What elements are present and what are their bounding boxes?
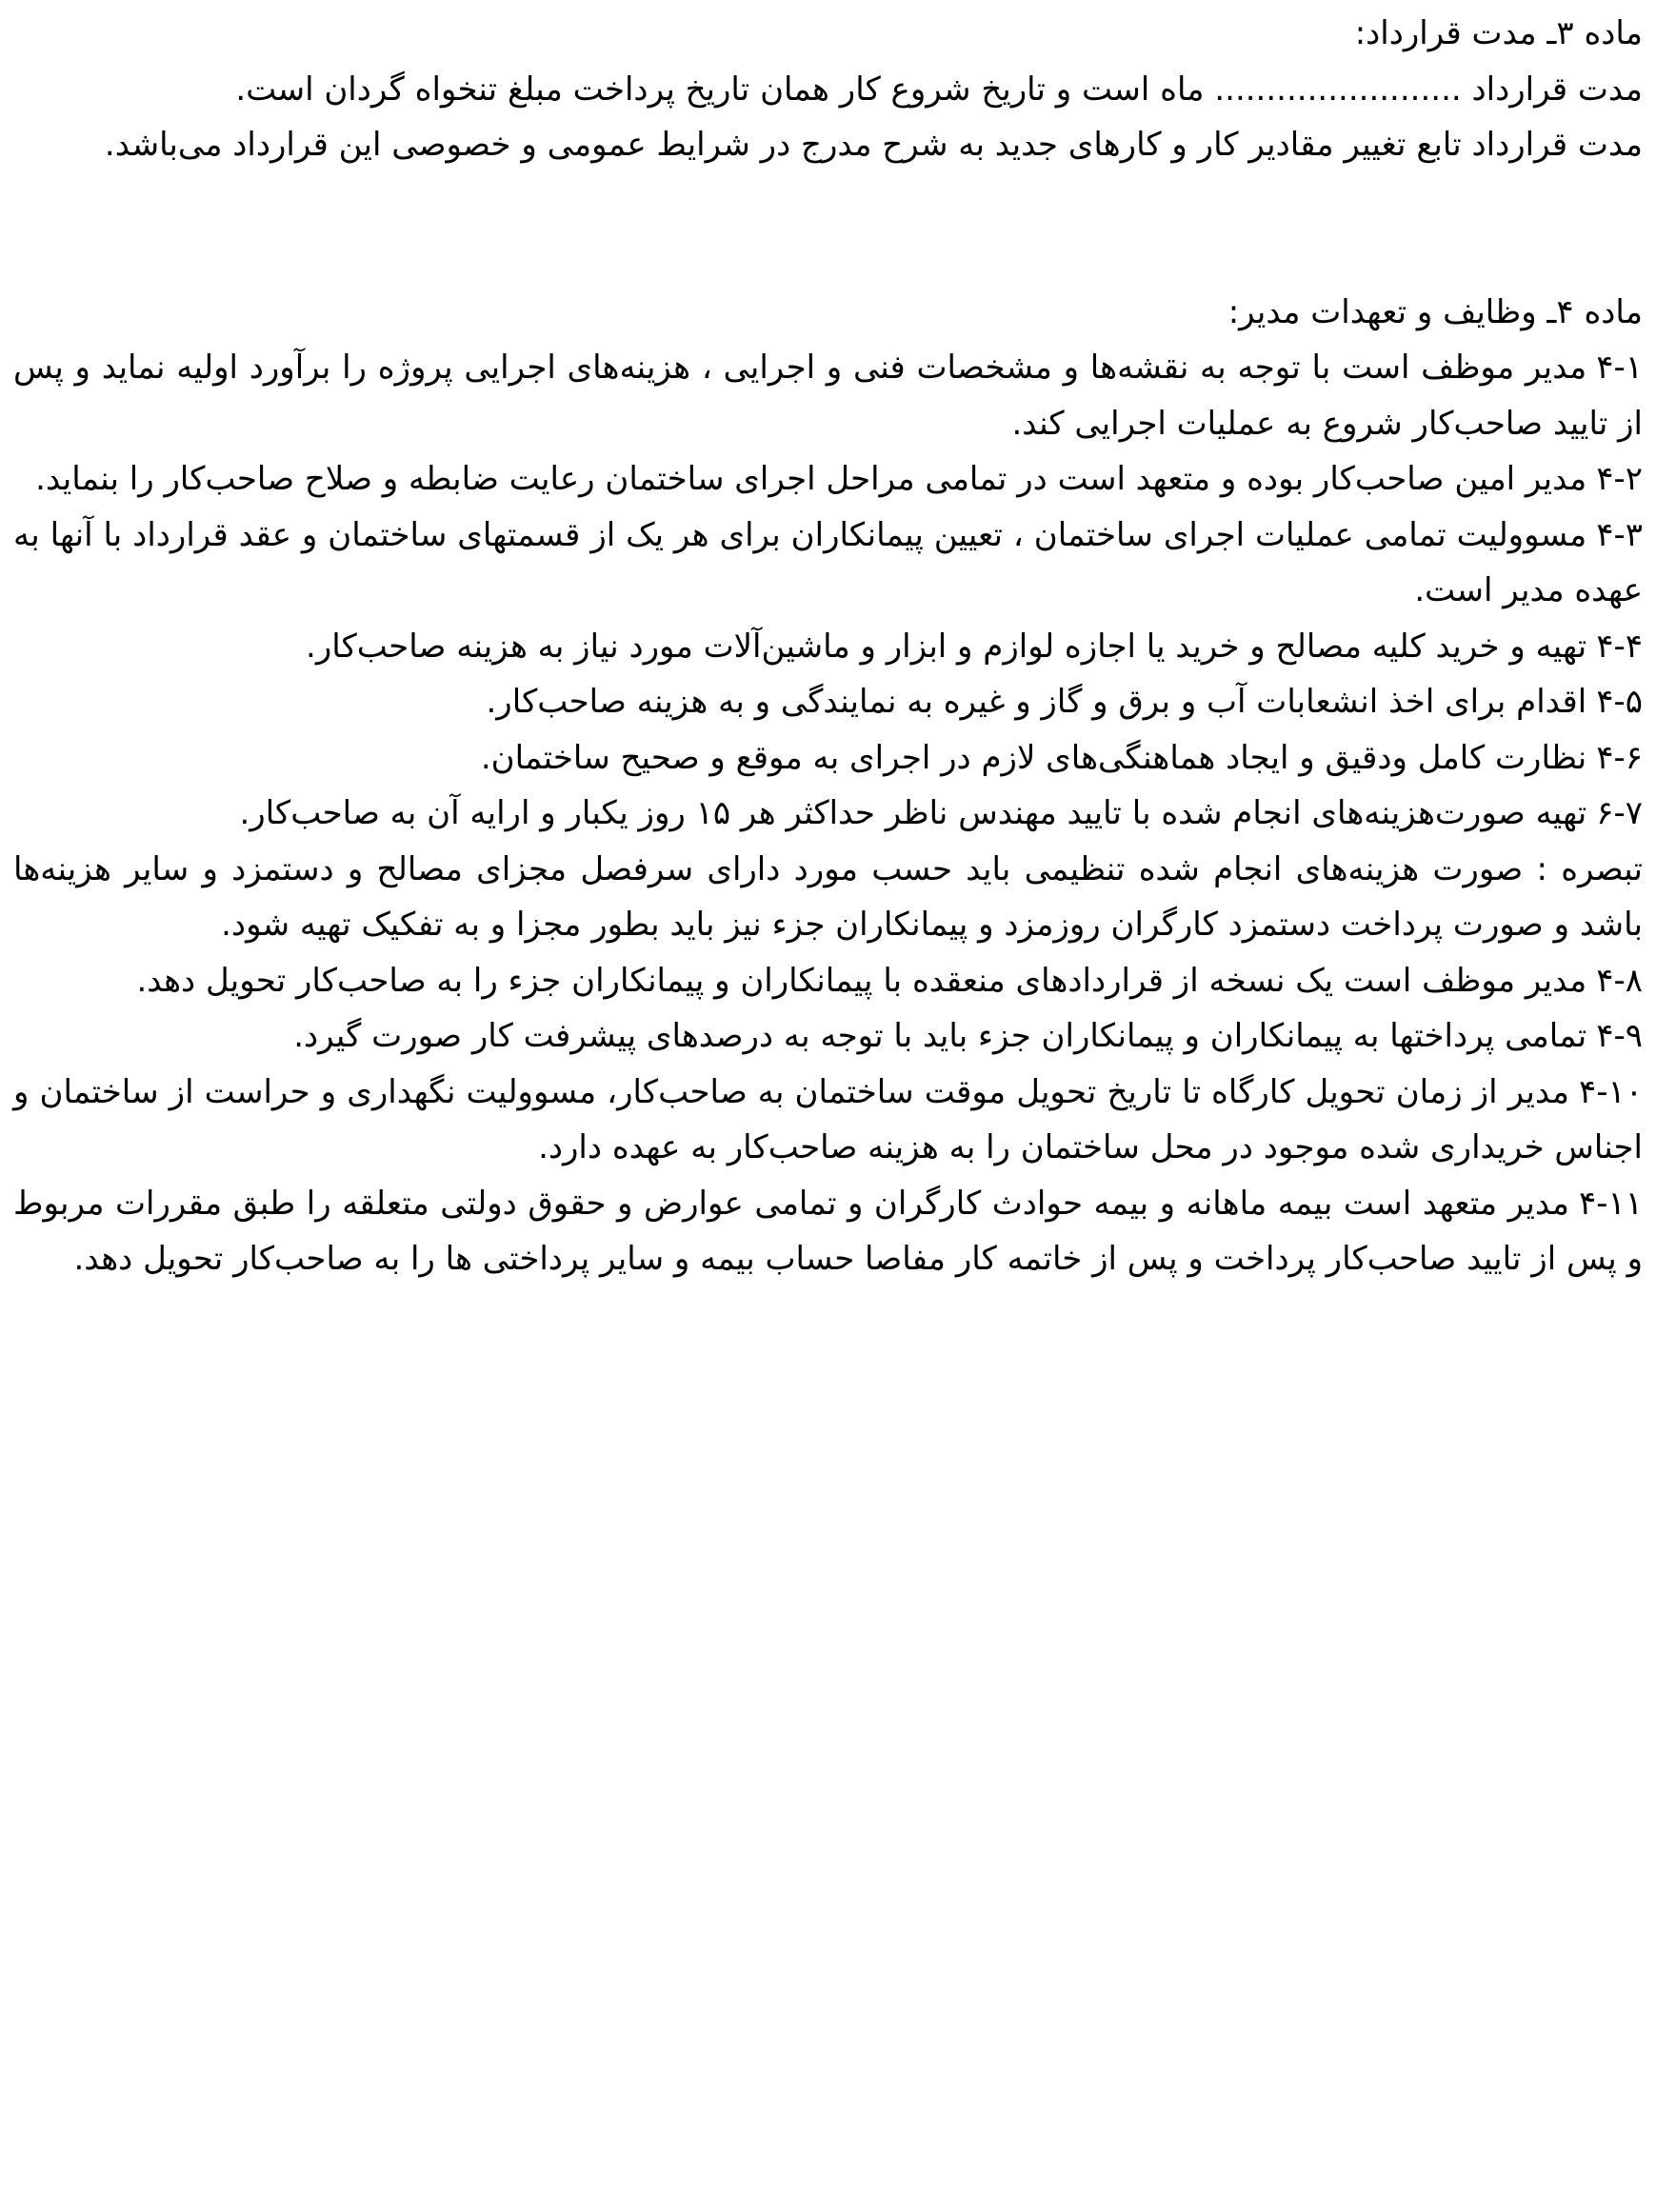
clause-number: ۴-۱۱ xyxy=(1578,1184,1643,1223)
clause-text: مدیر از زمان تحویل کارگاه تا تاریخ تحویل موقت ساختمان به صاحب‌کار، مسوولیت نگهداری و حراست از ساختمان و اجناس خریداری شده موجود در محل ساختمان را به هزینه صاحب‌کار به عهده دارد. xyxy=(13,1072,1643,1166)
clause-text: مدیر امین صاحب‌کار بوده و متعهد است در تمامی مراحل اجرای ساختمان رعایت ضابطه و صلاح صاحب‌کار را بنماید. xyxy=(35,460,1587,498)
section-3-paragraph-1: مدت قرارداد ........................ ماه است و تاریخ شروع کار همان تاریخ پرداخت مبلغ تنخواه گردان است. xyxy=(235,70,1643,109)
clause-number: ۴-۵ xyxy=(1596,683,1643,721)
clause-text: مدیر متعهد است بیمه ماهانه و بیمه حوادث کارگران و تمامی عوارض و حقوق دولتی متعلقه را طبق مقررات مربوط و پس از تایید صاحب‌کار پرداخت و پس از خاتمه کار مفاصا حساب بیمه و سایر پرداختی ها را به صاحب‌کار تحویل دهد. xyxy=(13,1184,1643,1278)
clause-text: نظارت کامل ودقیق و ایجاد هماهنگی‌های لازم در اجرای به موقع و صحیح ساختمان. xyxy=(480,738,1587,777)
clause-6-7 xyxy=(13,786,1643,842)
clause-4-2 xyxy=(13,451,1643,508)
clause-4-10 xyxy=(13,1065,1643,1176)
clause-number: ۴-۶ xyxy=(1596,738,1643,777)
clause-number: ۴-۴ xyxy=(1596,627,1643,666)
clause-4-11 xyxy=(13,1176,1643,1287)
clause-text: تهیه و خرید کلیه مصالح و خرید یا اجازه لوازم و ابزار و ماشین‌آلات مورد نیاز به هزینه صاحب‌کار. xyxy=(306,627,1587,666)
clause-4-3 xyxy=(13,508,1643,619)
clause-number: ۴-۹ xyxy=(1596,1017,1643,1055)
section-3-paragraph-2: مدت قرارداد تابع تغییر مقادیر کار و کارهای جدید به شرح مدرج در شرایط عمومی و خصوصی این قرارداد می‌باشد. xyxy=(104,126,1643,164)
clause-4-9 xyxy=(13,1008,1643,1065)
clause-text: اقدام برای اخذ انشعابات آب و برق و گاز و غیره به نمایندگی و به هزینه صاحب‌کار. xyxy=(486,683,1587,721)
clause-number: ۴-۱۰ xyxy=(1578,1072,1643,1111)
clause-4-6 xyxy=(13,730,1643,787)
clause-number: ۶-۷ xyxy=(1596,794,1643,832)
clause-number: ۴-۳ xyxy=(1596,515,1643,554)
clause-text: تمامی پرداختها به پیمانکاران و پیمانکاران جزء باید با توجه به درصدهای پیشرفت کار صورت گیرد. xyxy=(293,1017,1587,1055)
clause-number: ۴-۸ xyxy=(1596,961,1643,1000)
clause-text: مسوولیت تمامی عملیات اجرای ساختمان ، تعیین پیمانکاران برای هر یک از قسمتهای ساختمان و عقد قرارداد با آنها به عهده مدیر است. xyxy=(13,515,1643,609)
clause-4-4 xyxy=(13,619,1643,675)
clause-number: ۴-۱ xyxy=(1596,349,1643,387)
clause-text: مدیر موظف است یک نسخه از قراردادهای منعقده با پیمانکاران و پیمانکاران جزء را به صاحب‌کار تحویل دهد. xyxy=(136,961,1587,1000)
clause-text: مدیر موظف است با توجه به نقشه‌ها و مشخصات فنی و اجرایی ، هزینه‌های اجرایی پروژه را برآورد اولیه نماید و پس از تایید صاحب‌کار شروع به عملیات اجرایی کند. xyxy=(13,349,1643,443)
section-4-heading: ماده ۴ـ وظایف و تعهدات مدیر: xyxy=(1227,292,1643,331)
section-3-heading: ماده ۳ـ مدت قرارداد: xyxy=(1354,14,1643,52)
clause-number: ۴-۲ xyxy=(1596,460,1643,498)
section-spacer xyxy=(13,173,1643,285)
note-paragraph: تبصره : صورت هزینه‌های انجام شده تنظیمی باید حسب مورد دارای سرفصل مجزای مصالح و دستمزد و سایر هزینه‌ها باشد و صورت پرداخت دستمزد کارگران روزمزد و پیمانکاران جزء نیز باید بطور مجزا و به تفکیک تهیه شود. xyxy=(13,849,1643,944)
clause-text: تهیه صورت‌هزینه‌های انجام شده با تایید مهندس ناظر حداکثر هر ۱۵ روز یکبار و ارایه آن به صاحب‌کار. xyxy=(239,794,1587,832)
clause-4-8 xyxy=(13,953,1643,1009)
clause-4-5 xyxy=(13,674,1643,730)
clause-4-1 xyxy=(13,340,1643,451)
